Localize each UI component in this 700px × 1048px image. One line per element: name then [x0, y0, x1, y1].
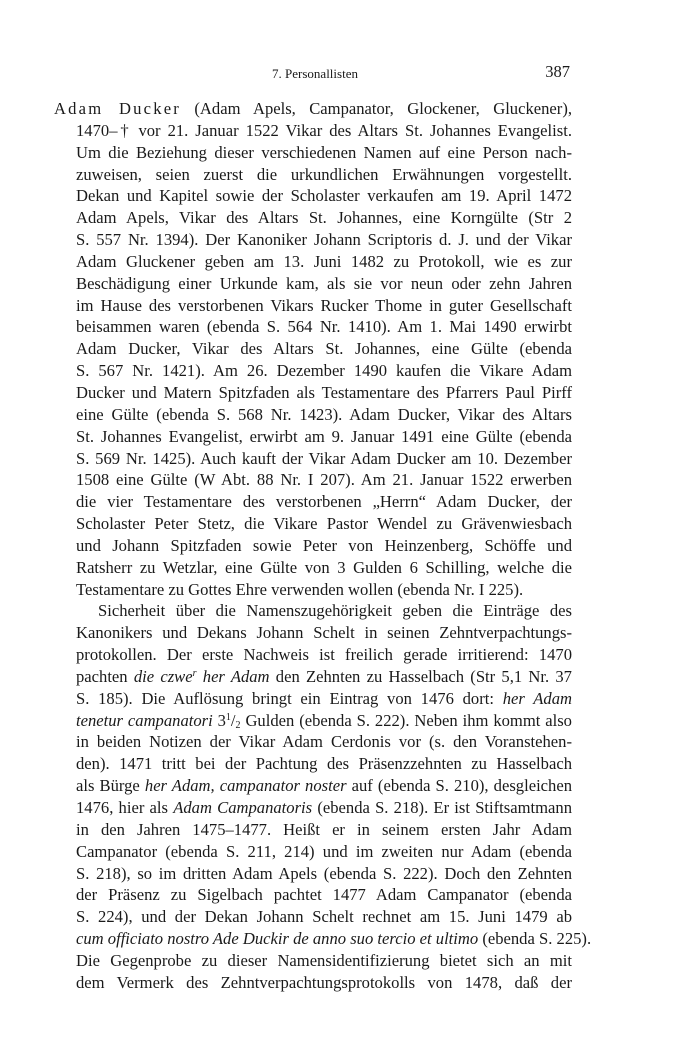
text-line: in beiden Notizen der Vikar Adam Cerdonis vor (s. den Voranstehen-	[76, 732, 572, 752]
italic-text: cum officiato nostro Ade Duckir de anno suo tercio et ultimo	[76, 929, 479, 949]
text-line	[54, 928, 592, 950]
text-line: Dekan und Kapitel sowie der Scholaster verkaufen am 19. April 1472	[76, 186, 572, 206]
text-line: Kanonikers und Dekans Johann Schelt in seinen Zehntverpachtungs-	[76, 623, 572, 643]
text-run: her Adam	[196, 666, 270, 686]
text-line: protokollen. Der erste Nachweis ist freilich gerade irritierend: 1470	[76, 645, 572, 665]
text-run: (ebenda S. 218). Er ist Stiftsamtmann	[312, 798, 572, 817]
text-line	[54, 710, 572, 732]
text-run: S. 185). Die Auflösung bringt ein Eintrag von 1476 dort:	[76, 688, 503, 708]
text-line: S. 567 Nr. 1421). Am 26. Dezember 1490 kaufen die Vikare Adam	[76, 361, 572, 381]
text-line	[54, 666, 572, 688]
text-line: Sicherheit über die Namenszugehörigkeit geben die Einträge des	[98, 601, 572, 621]
text-line: Testamentare zu Gottes Ehre verwenden wollen (ebenda Nr. I 225).	[76, 579, 524, 599]
page-number: 387	[545, 62, 570, 81]
entry-name: Adam Ducker	[54, 99, 181, 118]
text-line: Scholaster Peter Stetz, die Vikare Pastor Wendel zu Grävenwiesbach	[76, 514, 572, 534]
text-run: pachten	[76, 666, 134, 686]
text-line: Adam Gluckener geben am 13. Juni 1482 zu Protokoll, wie es zur	[76, 251, 572, 271]
superscript: 1	[225, 711, 231, 723]
text-line: Beschädigung einer Urkunde kam, als sie vor neun oder zehn Jahren	[76, 273, 572, 293]
text-line: S. 218), so im dritten Adam Apels (ebenda S. 222). Doch den Zehnten	[76, 863, 572, 883]
text-run: die czwe	[133, 666, 193, 686]
italic-text: Adam Campanatoris	[173, 798, 313, 817]
text-line: S. 569 Nr. 1425). Auch kauft der Vikar Adam Ducker am 10. Dezember	[76, 448, 572, 468]
text-line	[54, 688, 572, 710]
text-line	[54, 98, 572, 120]
text-line: Ratsherr zu Wetzlar, eine Gülte von 3 Gulden 6 Schilling, welche die	[76, 557, 572, 577]
italic-text	[134, 667, 270, 686]
text-line: Ducker und Matern Spitzfaden als Testamentare des Pfarrers Paul Pirff	[76, 382, 572, 402]
text-line: der Präsenz zu Sigelbach pachtet 1477 Adam Campanator (ebenda	[76, 885, 572, 905]
body-text	[54, 98, 592, 994]
text-line: eine Gülte (ebenda S. 568 Nr. 1423). Adam Ducker, Vikar des Altars	[76, 404, 572, 424]
text-line: Die Gegenprobe zu dieser Namensidentifizierung bietet sich an mit	[76, 950, 572, 970]
text-line	[54, 797, 572, 819]
italic-text: her Adam, campanator noster	[144, 776, 347, 796]
text-line: 1508 eine Gülte (W Abt. 88 Nr. I 207). Am 21. Januar 1522 erwerben	[76, 470, 572, 490]
text-line: und Johann Spitzfaden sowie Peter von Heinzenberg, Schöffe und	[76, 535, 572, 555]
text-run: /	[230, 710, 236, 730]
entry-aliases: (Adam Apels, Campanator, Glockener, Gluckener),	[194, 99, 572, 118]
text-line: die vier Testamentare des verstorbenen „Herrn“ Adam Ducker, der	[76, 492, 572, 512]
text-line: in den Jahren 1475–1477. Heißt er in seinem ersten Jahr Adam	[76, 819, 572, 839]
text-run: 1476, hier als	[76, 798, 174, 817]
running-head: 7. Personallisten	[272, 66, 358, 81]
text-run: den Zehnten zu Hasselbach (Str 5,1 Nr. 37	[269, 666, 572, 686]
text-line: S. 557 Nr. 1394). Der Kanoniker Johann Scriptoris d. J. und der Vikar	[76, 230, 572, 250]
text-run: (ebenda S. 225).	[478, 929, 592, 949]
text-run: Gulden (ebenda S. 222). Neben ihm kommt also	[240, 710, 572, 730]
italic-text: her Adam	[502, 688, 573, 708]
text-line: im Hause des verstorbenen Vikars Rucker Thome in guter Gesellschaft	[76, 295, 572, 315]
text-line: Um die Beziehung dieser verschiedenen Namen auf eine Person nach-	[76, 142, 572, 162]
text-line: S. 224), und der Dekan Johann Schelt rechnet am 15. Juni 1479 ab	[76, 907, 572, 927]
text-line: 1470–† vor 21. Januar 1522 Vikar des Altars St. Johannes Evangelist.	[76, 120, 572, 140]
text-line: St. Johannes Evangelist, erwirbt am 9. Januar 1491 eine Gülte (ebenda	[76, 426, 572, 446]
text-line: den). 1471 tritt bei der Pachtung des Präsenzzehnten zu Hasselbach	[76, 754, 572, 774]
text-line: beisammen waren (ebenda S. 564 Nr. 1410). Am 1. Mai 1490 erwirbt	[76, 317, 572, 337]
text-line: zuweisen, seien zuerst die urkundlichen Erwähnungen vorgestellt.	[76, 164, 572, 184]
italic-text: tenetur campanatori	[76, 710, 213, 730]
superscript: r	[192, 667, 197, 679]
text-line: Campanator (ebenda S. 211, 214) und im zweiten nur Adam (ebenda	[76, 841, 572, 861]
text-line: Adam Ducker, Vikar des Altars St. Johannes, eine Gülte (ebenda	[76, 339, 572, 359]
text-run: als Bürge	[76, 776, 145, 796]
text-line	[54, 775, 572, 797]
text-run: auf (ebenda S. 210), desgleichen	[346, 776, 572, 796]
text-line: dem Vermerk des Zehntverpachtungsprotokolls von 1478, daß der	[76, 972, 572, 992]
text-run: 3	[212, 710, 226, 730]
page-header	[60, 62, 570, 86]
subscript: 2	[235, 719, 241, 731]
text-line: Adam Apels, Vikar des Altars St. Johannes, eine Korngülte (Str 2	[76, 208, 572, 228]
